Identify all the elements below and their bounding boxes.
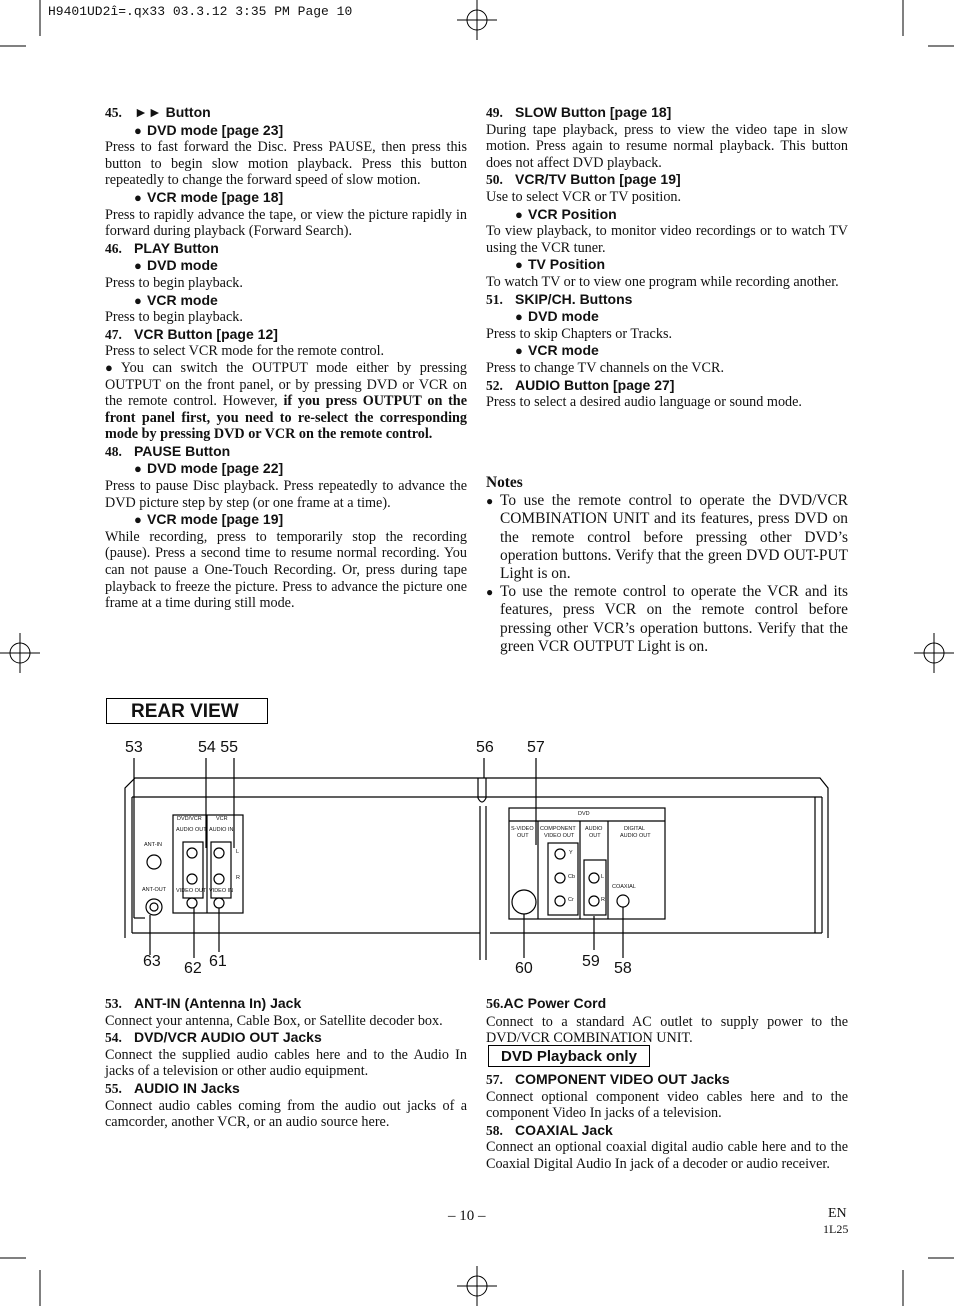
rear-view-title: REAR VIEW	[106, 698, 268, 724]
callout-61: 61	[209, 953, 227, 970]
item-50-vcr-text: To view playback, to monitor video recordings or to watch TV using the VCR tuner.	[486, 223, 848, 256]
item-50-tv-text: To watch TV or to view one program while recording another.	[486, 273, 839, 290]
item-48-dvd-text: Press to pause Disc playback. Press repeatedly to advance the DVD picture step by step (or one frame at a time).	[105, 478, 467, 511]
item-46-heading: 46. PLAY Button	[105, 239, 219, 256]
panel-label-digital: DIGITAL	[624, 826, 645, 832]
item-47-heading: 47. VCR Button [page 12]	[105, 325, 278, 342]
item-51-dvd-text: Press to skip Chapters or Tracks.	[486, 325, 673, 342]
panel-label-video-in: VIDEO IN	[209, 888, 234, 894]
item-56-text: Connect to a standard AC outlet to supply power to the DVD/VCR COMBINATION UNIT.	[486, 1013, 848, 1047]
left-bottom-column	[105, 995, 467, 1131]
item-48-vcr-text: While recording, press to temporarily stop the recording (pause). Press a second time to resume normal recording. You can not pause a One-Touch Recording. Or, press during tape playback to freeze the picture. Press to advance the picture one frame at a time during still mode.	[105, 528, 467, 612]
panel-label-cb: Cb	[568, 874, 576, 880]
item-55-text: Connect audio cables coming from the audio out jacks of a camcorder, another VCR, or an audio source here.	[105, 1097, 467, 1131]
panel-label-dvdvcr: DVD/VCR	[177, 816, 202, 822]
callout-54-55: 54 55	[198, 739, 239, 756]
callout-63: 63	[143, 953, 161, 970]
item-54-heading: 54. DVD/VCR AUDIO OUT Jacks	[105, 1029, 322, 1046]
panel-label-s-video-out: OUT	[517, 833, 529, 839]
panel-label-cr: Cr	[568, 897, 574, 903]
item-54-text: Connect the supplied audio cables here and to the Audio In jacks of a television or other audio equipment.	[105, 1046, 467, 1080]
item-53-heading: 53. ANT-IN (Antenna In) Jack	[105, 995, 302, 1011]
item-58-text: Connect an optional coaxial digital audio cable here and to the Coaxial Digital Audio In jack of a decoder or audio receiver.	[486, 1139, 848, 1172]
item-50-heading: 50. VCR/TV Button [page 19]	[486, 171, 681, 188]
panel-label-dvd-l: L	[601, 874, 605, 880]
item-46-vcr-text: Press to begin playback.	[105, 309, 243, 326]
item-48-vcr-label: ● VCR mode [page 19]	[134, 511, 284, 528]
item-55-heading: 55. AUDIO IN Jacks	[105, 1079, 240, 1096]
item-56-heading: 56.AC Power Cord	[486, 995, 607, 1012]
panel-label-l: L	[236, 849, 240, 855]
item-50-text: Use to select VCR or TV position.	[486, 188, 682, 205]
callout-57: 57	[527, 739, 545, 756]
item-48-dvd-label: ● DVD mode [page 22]	[134, 460, 284, 477]
item-46-dvd-label: ● DVD mode	[134, 257, 218, 274]
panel-label-s-video: S-VIDEO	[511, 826, 534, 832]
panel-label-r: R	[236, 875, 240, 881]
callout-58: 58	[614, 960, 632, 977]
item-47-text: Press to select VCR mode for the remote control.	[105, 343, 385, 360]
callout-60: 60	[515, 960, 533, 977]
panel-label-vcr: VCR	[216, 816, 228, 822]
item-48-heading: 48. PAUSE Button	[105, 442, 231, 459]
item-45-vcr-text: Press to rapidly advance the tape, or view the picture rapidly in forward during playback (Forward Search).	[105, 206, 467, 240]
item-50-vcr-label: ● VCR Position	[515, 205, 617, 222]
item-45-dvd-label: ● DVD mode [page 23]	[134, 121, 284, 138]
item-46-vcr-label: ● VCR mode	[134, 291, 218, 308]
item-53-text: Connect your antenna, Cable Box, or Satellite decoder box.	[105, 1012, 443, 1029]
panel-label-ant-in: ANT-IN	[144, 842, 163, 848]
panel-label-audio-out: AUDIO OUT	[176, 827, 207, 833]
item-45-dvd-text: Press to fast forward the Disc. Press PAUSE, then press this button to begin slow motion playback. Press this button repeatedly to change the forward speed of slow motion.	[105, 139, 467, 189]
item-57-heading: 57. COMPONENT VIDEO OUT Jacks	[486, 1071, 730, 1087]
item-58-heading: 58. COAXIAL Jack	[486, 1121, 613, 1138]
panel-label-audio-in: AUDIO IN	[209, 827, 234, 833]
callout-59: 59	[582, 953, 600, 970]
panel-label-coaxial: COAXIAL	[612, 884, 636, 890]
item-47-note: ● You can switch the OUTPUT mode either by pressing OUTPUT on the front panel, or by pressing DVD or VCR on the remote control. However, if you press OUTPUT on the front panel first, you need to re-select the corresponding mode by pressing DVD or VCR on the remote control.	[105, 359, 467, 443]
panel-label-audio-out-dvd: OUT	[589, 833, 601, 839]
panel-label-audio: AUDIO	[585, 826, 603, 832]
item-46-dvd-text: Press to begin playback.	[105, 274, 243, 291]
item-52-text: Press to select a desired audio language or sound mode.	[486, 394, 802, 411]
callout-62: 62	[184, 960, 202, 977]
page-number: – 10 –	[448, 1208, 486, 1224]
item-49-heading: 49. SLOW Button [page 18]	[486, 104, 672, 120]
language-code: EN	[828, 1206, 847, 1221]
panel-label-component-video-out: VIDEO OUT	[544, 833, 575, 839]
item-51-dvd-label: ● DVD mode	[515, 308, 599, 325]
note-item: ● To use the remote control to operate the VCR and its features, press VCR on the remote control before pressing other VCR’s operation buttons. Verify that the green VCR OUTPUT Light is on.	[486, 583, 848, 655]
callout-53: 53	[125, 739, 143, 756]
item-56-block	[486, 995, 848, 1047]
callout-56: 56	[476, 739, 494, 756]
item-51-heading: 51. SKIP/CH. Buttons	[486, 290, 633, 307]
right-bottom-column	[486, 1071, 848, 1173]
notes-title: Notes	[486, 474, 523, 491]
panel-label-digital-audio-out: AUDIO OUT	[620, 833, 651, 839]
panel-label-dvd-r: R	[601, 897, 605, 903]
item-51-vcr-text: Press to change TV channels on the VCR.	[486, 359, 725, 376]
item-51-vcr-label: ● VCR mode	[515, 342, 599, 359]
item-49-text: During tape playback, press to view the video tape in slow motion. Press again to resume normal playback. This button does not affect DVD playback.	[486, 121, 848, 171]
file-header: H9401UD2î=.qx33 03.3.12 3:35 PM Page 10	[48, 4, 353, 19]
panel-label-y: Y	[569, 850, 573, 856]
item-50-tv-label: ● TV Position	[515, 256, 605, 273]
note-item: ● To use the remote control to operate the DVD/VCR COMBINATION UNIT and its features, press DVD on the remote control before pressing other DVD’s operation buttons. Verify that the green DVD OUT-PUT Light is on.	[486, 492, 848, 583]
item-45-heading: 45. ►► Button	[105, 104, 211, 120]
panel-label-dvd: DVD	[578, 811, 590, 817]
item-57-text: Connect optional component video cables here and to the component Video In jacks of a television.	[486, 1088, 848, 1122]
panel-label-component: COMPONENT	[540, 826, 576, 832]
item-45-vcr-label: ● VCR mode [page 18]	[134, 188, 284, 205]
panel-label-video-out: VIDEO OUT	[176, 888, 207, 894]
item-52-heading: 52. AUDIO Button [page 27]	[486, 376, 675, 393]
document-code: 1L25	[823, 1222, 849, 1236]
dvd-playback-only-box: DVD Playback only	[488, 1045, 650, 1067]
panel-label-ant-out: ANT-OUT	[142, 887, 167, 893]
